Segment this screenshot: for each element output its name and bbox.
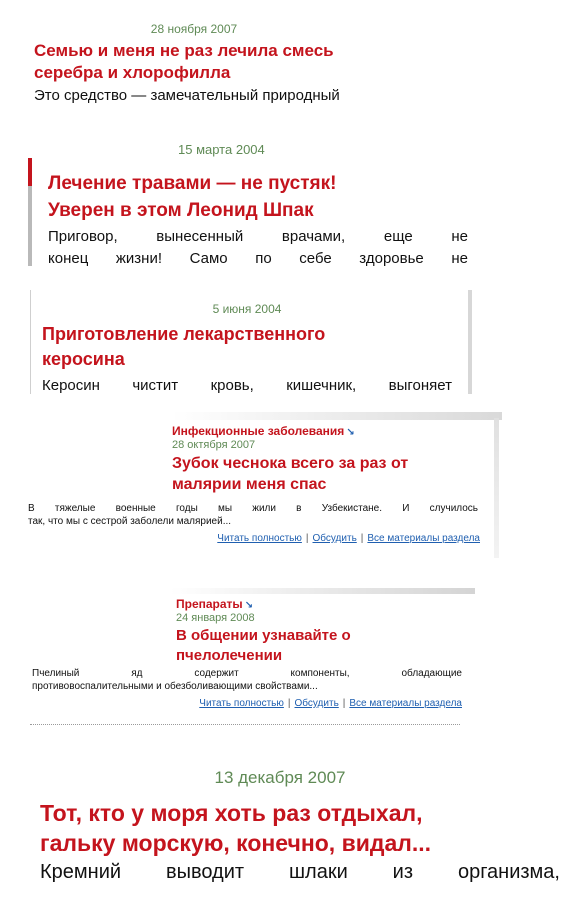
- article-title[interactable]: [176, 626, 436, 666]
- article-excerpt: Кремний выводит шлаки из организма,: [40, 861, 560, 883]
- article-excerpt: [28, 502, 478, 528]
- article-links: [62, 533, 480, 544]
- link-separator: |: [287, 698, 291, 709]
- category-label[interactable]: Препараты: [176, 597, 243, 611]
- category-link[interactable]: [176, 597, 436, 611]
- article-excerpt: [48, 226, 468, 270]
- link-separator: |: [342, 698, 346, 709]
- article-date: 13 декабря 2007: [214, 768, 346, 787]
- all-section-materials-link[interactable]: Все материалы раздела: [367, 533, 480, 544]
- excerpt-line: Пчелиный яд содержит компоненты, обладающие: [32, 668, 462, 679]
- article-excerpt: Это средство — замечательный природный: [34, 87, 340, 104]
- arrow-down-right-icon: ↘: [346, 427, 355, 438]
- article-date: 24 января 2008: [176, 612, 255, 624]
- discuss-link[interactable]: Обсудить: [294, 698, 339, 709]
- article-date: 28 ноября 2007: [150, 22, 238, 36]
- excerpt-line: так, что мы с сестрой заболели малярией...: [28, 516, 232, 527]
- article-title[interactable]: [34, 40, 454, 84]
- article-snippet-herbal-treatment: [28, 142, 488, 270]
- article-excerpt: [32, 667, 462, 693]
- read-more-link[interactable]: Читать полностью: [217, 533, 302, 544]
- article-snippet-silver-chlorophyll: [34, 22, 454, 104]
- article-title-line[interactable]: Зубок чеснока всего за раз от: [172, 455, 409, 472]
- shadow-decoration: [172, 412, 502, 420]
- article-title-line[interactable]: серебра и хлорофилла: [34, 63, 231, 82]
- article-title[interactable]: [172, 453, 482, 495]
- article-title-line[interactable]: пчелолечении: [176, 647, 283, 664]
- article-excerpt: Керосин чистит кровь, кишечник, выгоняет: [42, 377, 452, 394]
- frame-border-right: [468, 290, 472, 394]
- discuss-link[interactable]: Обсудить: [312, 533, 357, 544]
- accent-bar: [28, 158, 32, 186]
- accent-bar: [28, 186, 32, 266]
- article-title-line[interactable]: гальку морскую, конечно, видал...: [40, 830, 432, 856]
- category-label[interactable]: Инфекционные заболевания: [172, 424, 345, 438]
- article-title-line[interactable]: малярии меня спас: [172, 476, 327, 493]
- article-date-cropped: [178, 142, 338, 157]
- article-snippet-kerosene: [30, 290, 475, 395]
- all-section-materials-link[interactable]: Все материалы раздела: [349, 698, 462, 709]
- shadow-decoration: [170, 588, 475, 594]
- link-separator: |: [305, 533, 309, 544]
- article-title-line[interactable]: Семью и меня не раз лечила смесь: [34, 41, 334, 60]
- dotted-divider: [30, 724, 460, 725]
- article-title[interactable]: [40, 798, 560, 858]
- excerpt-line: В тяжелые военные годы мы жили в Узбекистане. И случилось: [28, 503, 478, 514]
- article-title[interactable]: [42, 322, 452, 372]
- read-more-link[interactable]: Читать полностью: [199, 698, 284, 709]
- article-title-line[interactable]: керосина: [42, 349, 125, 369]
- arrow-down-right-icon: ↘: [244, 600, 254, 611]
- article-date: 28 октября 2007: [172, 439, 256, 451]
- article-snippet-bee-therapy: [30, 588, 480, 728]
- article-title-line[interactable]: Лечение травами — не пустяк!: [48, 173, 337, 194]
- link-separator: |: [360, 533, 364, 544]
- excerpt-line: Приговор, вынесенный врачами, еще не: [48, 228, 468, 245]
- article-title-line[interactable]: Тот, кто у моря хоть раз отдыхал,: [40, 800, 423, 826]
- article-snippet-garlic-malaria: [22, 412, 502, 562]
- article-date: 5 июня 2004: [212, 302, 282, 316]
- frame-border-left: [30, 290, 31, 394]
- article-title[interactable]: [48, 170, 468, 224]
- excerpt-line: конец жизни! Само по себе здоровье не: [48, 250, 468, 267]
- shadow-decoration: [494, 418, 499, 558]
- article-title-line[interactable]: В общении узнавайте о: [176, 627, 351, 644]
- article-title-line[interactable]: Приготовление лекарственного: [42, 324, 326, 344]
- category-link[interactable]: [172, 424, 482, 438]
- excerpt-line: противовоспалительными и обезболивающими свойствами...: [32, 681, 318, 692]
- article-snippet-sea-pebbles: [40, 768, 560, 884]
- article-links: [70, 698, 462, 709]
- article-date: 15 марта 2004: [178, 142, 265, 157]
- article-title-line[interactable]: Уверен в этом Леонид Шпак: [48, 200, 314, 221]
